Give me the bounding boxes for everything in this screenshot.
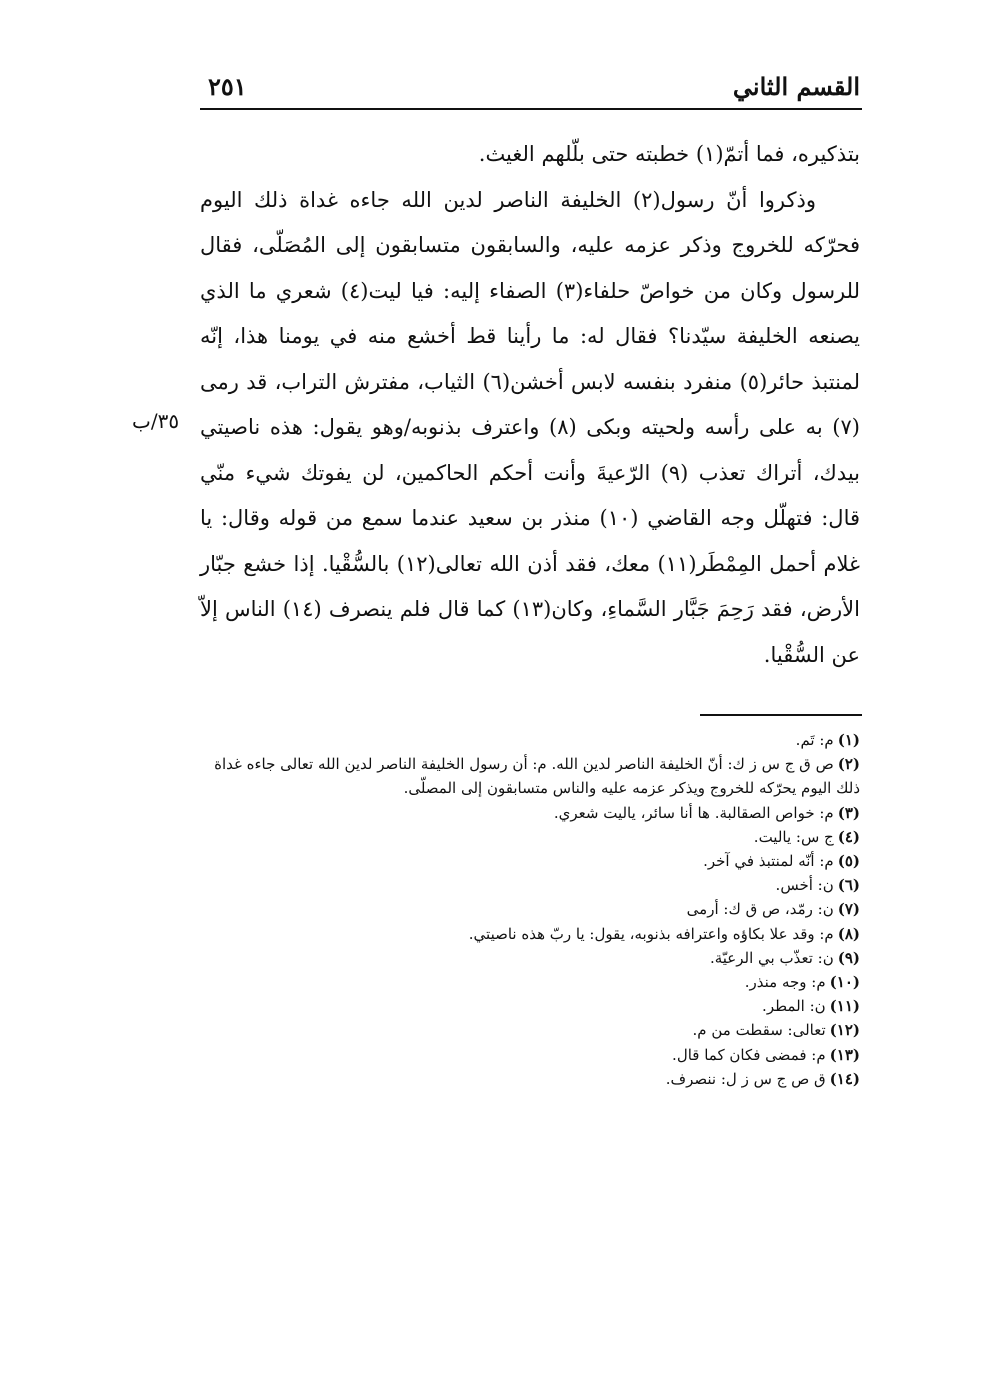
- footnote: [200, 801, 860, 825]
- footnote-number: (٣): [837, 803, 860, 822]
- footnote-text: تعالى: سقطت من م.: [692, 1021, 826, 1040]
- footnote: [200, 728, 860, 752]
- footnote-number: (٦): [837, 876, 860, 895]
- footnote-text: ن: تعذّب بي الرعيّة.: [709, 948, 834, 967]
- footnotes: [200, 728, 860, 1091]
- footnote-number: (١٢): [829, 1021, 860, 1040]
- footnote-text: ن: المطر.: [762, 997, 826, 1016]
- running-head: [200, 70, 860, 110]
- footnote: [200, 922, 860, 946]
- footnote: [200, 994, 860, 1018]
- section-title: القسم الثاني: [732, 72, 860, 101]
- main-text: [200, 132, 860, 678]
- footnote: [200, 849, 860, 873]
- footnote: [200, 1043, 860, 1067]
- manuscript-folio-note: ٣٥/ب: [132, 409, 180, 433]
- page-number: ٢٥١: [208, 72, 247, 101]
- footnote-number: (٩): [837, 948, 860, 967]
- footnote: [200, 825, 860, 849]
- footnote: [200, 970, 860, 994]
- footnote-number: (٧): [837, 900, 860, 919]
- footnote-number: (٢): [837, 755, 860, 774]
- footnote-rule: [700, 714, 862, 716]
- paragraph-continuation: بتذكيره، فما أتمّ(١) خطبته حتى بلّلهم الغيث.: [478, 142, 860, 166]
- footnote-text: م: وقد علا بكاؤه واعترافه بذنوبه، يقول: يا ربّ هذه ناصيتي.: [468, 924, 834, 943]
- footnote-text: م: وجه منذر.: [744, 973, 826, 992]
- footnote-number: (١١): [829, 997, 860, 1016]
- footnote-text: م: أنّه لمنتبذ في آخر.: [703, 852, 834, 871]
- footnote-number: (٥): [837, 852, 860, 871]
- footnote-number: (١٤): [829, 1069, 860, 1088]
- footnote: [200, 752, 860, 800]
- footnote: [200, 946, 860, 970]
- footnote: [200, 897, 860, 921]
- footnote-number: (١٠): [829, 973, 860, 992]
- footnote-text: ج س: ياليت.: [753, 827, 834, 846]
- footnote-text: ن: أخس.: [775, 876, 834, 895]
- footnote-text: م: فمضى فكان كما قال.: [672, 1045, 826, 1064]
- footnote: [200, 873, 860, 897]
- footnote-number: (٨): [837, 924, 860, 943]
- footnote-number: (١): [837, 731, 860, 749]
- footnote-text: م: تَم.: [795, 731, 834, 749]
- footnote-text: ن: رمّد، ص ق ك: أرمى: [686, 900, 834, 919]
- footnote-text: ص ق ج س ز ك: أنّ الخليفة الناصر لدين الله. م: أن رسول الخليفة الناصر لدين الله تعالى جاءه غداة ذلك اليوم يحرّكه للخروج ويذكر عزمه عليه والناس متسابقون إلى المصلّى.: [214, 755, 860, 798]
- footnote-text: ق ص ج س ز ل: ننصرف.: [665, 1069, 826, 1088]
- footnote: [200, 1067, 860, 1091]
- header-rule: [200, 108, 862, 110]
- footnote-number: (١٣): [829, 1045, 860, 1064]
- footnote-number: (٤): [837, 827, 860, 846]
- footnote: [200, 1018, 860, 1042]
- paragraph: وذكروا أنّ رسول(٢) الخليفة الناصر لدين الله جاءه غداة ذلك اليوم فحرّكه للخروج وذكر عزمه عليه، والسابقون متسابقون إلى المُصَلّى، فقال للرسول وكان من خواصّ حلفاء(٣) الصفاء إليه: فيا ليت(٤) شعري ما الذي يصنعه الخليفة سيّدنا؟ فقال له: ما رأينا قط أخشع منه في يومنا هذا، إنّه لمنتبذ حائر(٥) منفرد بنفسه لابس أخشن(٦) الثياب، مفترش التراب، قد رمى (٧) به على رأسه ولحيته وبكى (٨) واعترف بذنوبه/وهو يقول: هذه ناصيتي بيدك، أتراك تعذب (٩) الرّعيةَ وأنت أحكم الحاكمين، لن يفوتك شيء منّي قال: فتهلّل وجه القاضي (١٠) منذر بن سعيد عندما سمع من قوله وقال: يا غلام أحمل المِمْطَر(١١) معك، فقد أذن الله تعالى(١٢) بالسُّقْيا. إذا خشع جبّار الأرض، فقد رَحِمَ جَبَّار السَّماءِ، وكان(١٣) كما قال فلم ينصرف (١٤) الناس إلاّ عن السُّقْيا.: [200, 187, 861, 667]
- footnote-text: م: خواص الصقالبة. ها أنا سائر، ياليت شعري.: [553, 803, 834, 822]
